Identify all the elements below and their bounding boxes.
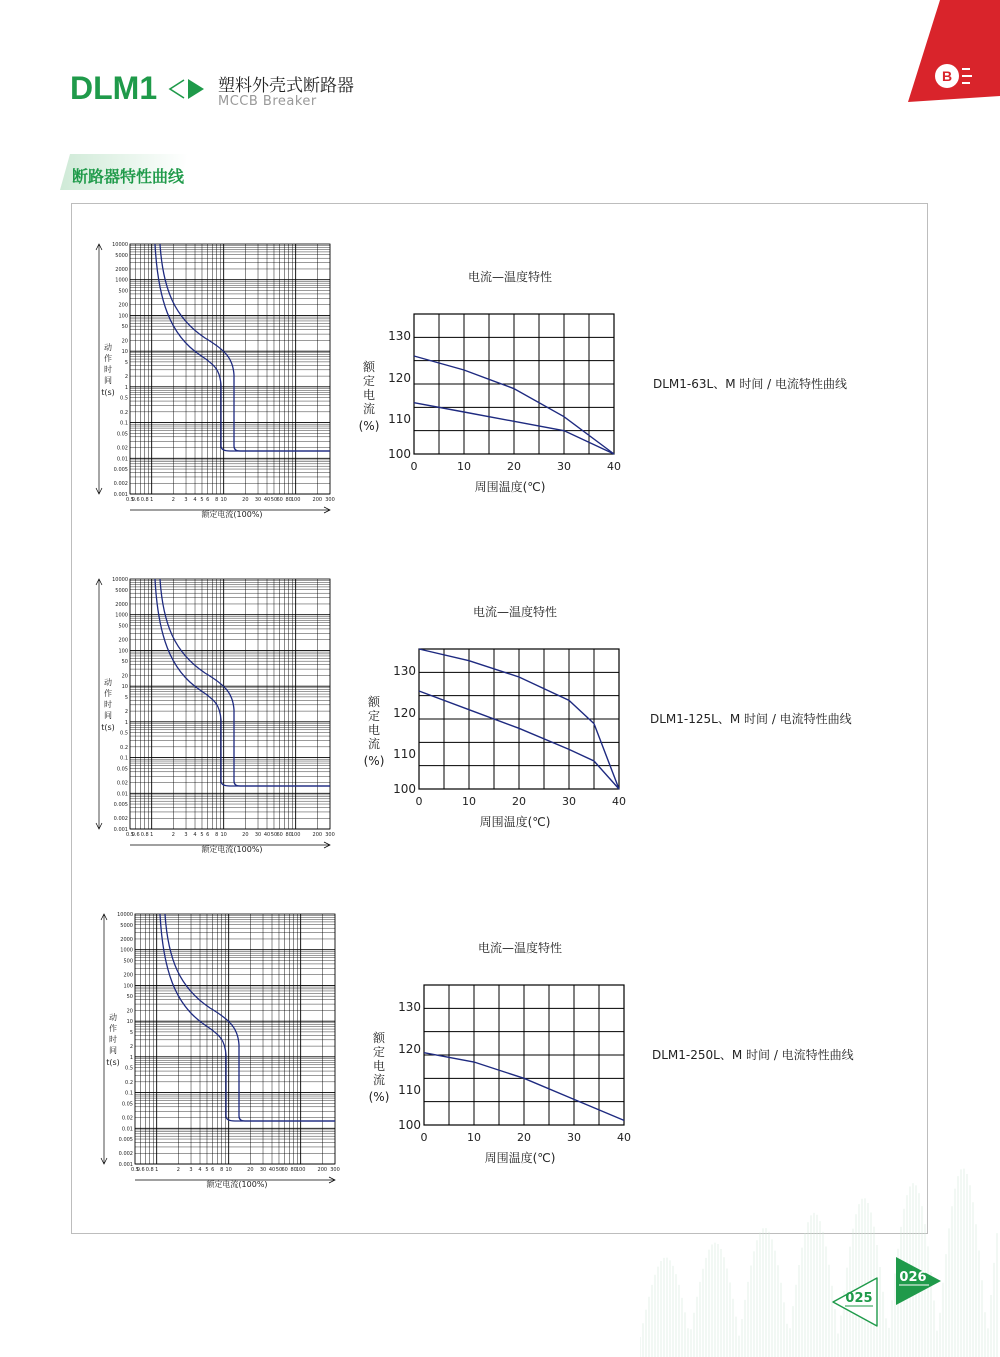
tc-x-tick-label: 0.6 (131, 832, 140, 838)
tc-y-tick-label: 0.01 (116, 456, 128, 463)
page-number-left: 025 (845, 1291, 873, 1306)
tc-x-tick-label: 3 (184, 497, 188, 503)
tc-x-tick-label: 8 (215, 832, 219, 838)
tc-x-tick-label: 60 (276, 832, 283, 838)
tc-y-tick-label: 20 (121, 338, 128, 345)
tc-x-tick-label: 8 (220, 1167, 224, 1173)
tc-x-tick-label: 80 (285, 497, 292, 503)
tc-y-tick-label: 2000 (115, 601, 128, 608)
tc-x-tick-label: 80 (285, 832, 292, 838)
header-title-en: MCCB Breaker (218, 94, 317, 109)
tc-x-tick-label: 0.5 (131, 1167, 139, 1173)
tc-y-label-char: 作 (104, 689, 112, 698)
tc-y-tick-label: 500 (118, 623, 128, 630)
temp-ylabel-char: 流 (367, 737, 381, 751)
tc-x-tick-label: 200 (312, 497, 323, 503)
temp-ylabel-unit: (%) (368, 1090, 390, 1104)
temp-ylabel-unit: (%) (358, 419, 380, 433)
page-number-left-badge (829, 1275, 881, 1329)
temp-x-tick-label: 30 (567, 1131, 581, 1144)
temp-chart-xlabel: 周围温度(℃) (484, 1151, 556, 1165)
page-number-right: 026 (899, 1270, 927, 1285)
tc-y-tick-label: 1000 (115, 277, 128, 284)
tc-x-tick-label: 50 (270, 832, 278, 838)
temp-ylabel-char: 定 (372, 1045, 386, 1059)
tc-y-tick-label: 10 (121, 684, 128, 691)
tc-y-label-char: 间 (104, 711, 112, 720)
temp-ylabel-char: 电 (372, 1059, 386, 1073)
tc-x-tick-label: 6 (206, 832, 210, 838)
tc-x-tick-label: 300 (330, 1167, 340, 1173)
product-model: DLM1 (70, 70, 158, 106)
tc-x-tick-label: 40 (263, 832, 271, 838)
tc-y-label-char: 间 (104, 376, 112, 385)
temp-x-tick-label: 40 (612, 795, 626, 808)
tc-x-tick-label: 80 (290, 1167, 297, 1173)
temp-y-tick-label: 130 (388, 329, 411, 343)
brand-letter: B (941, 68, 953, 84)
block-caption: DLM1-250L、M 时间 / 电流特性曲线 (652, 1048, 854, 1062)
temp-x-tick-label: 20 (512, 795, 526, 808)
temp-y-tick-label: 100 (398, 1118, 421, 1132)
temp-x-tick-label: 10 (457, 460, 471, 473)
tc-y-label-char: 时 (109, 1035, 117, 1044)
tc-y-tick-label: 0.05 (121, 1101, 133, 1108)
temp-x-tick-label: 40 (617, 1131, 631, 1144)
block-caption: DLM1-63L、M 时间 / 电流特性曲线 (653, 377, 848, 391)
tc-y-label-char: 时 (104, 365, 112, 374)
tc-x-tick-label: 0.6 (131, 497, 140, 503)
tc-y-label-char: 间 (109, 1046, 117, 1055)
tc-y-tick-label: 20 (126, 1008, 133, 1015)
tc-x-tick-label: 100 (295, 1167, 306, 1173)
section-title: 断路器特性曲线 (72, 167, 185, 186)
tc-y-tick-label: 1000 (115, 612, 128, 619)
tc-x-tick-label: 30 (254, 497, 262, 503)
tc-y-tick-label: 2000 (115, 266, 128, 273)
tc-y-tick-label: 0.005 (113, 802, 128, 809)
tc-y-tick-label: 1 (129, 1054, 133, 1061)
tc-x-tick-label: 2 (176, 1167, 180, 1173)
tc-x-label: 额定电流(100%) (206, 1180, 268, 1189)
tc-y-tick-label: 1 (124, 384, 128, 391)
tc-y-tick-label: 20 (121, 673, 128, 680)
temp-y-tick-label: 110 (388, 412, 411, 426)
tc-y-tick-label: 0.002 (113, 481, 128, 488)
tc-y-tick-label: 500 (118, 288, 128, 295)
temp-chart-xlabel: 周围温度(℃) (474, 480, 546, 494)
temp-ylabel-char: 流 (362, 402, 376, 416)
temp-x-tick-label: 30 (557, 460, 571, 473)
tc-y-tick-label: 0.02 (116, 445, 128, 452)
tc-x-tick-label: 50 (270, 497, 278, 503)
tc-y-tick-label: 1000 (120, 947, 133, 954)
tc-x-tick-label: 300 (325, 497, 335, 503)
temp-ylabel-char: 定 (362, 374, 376, 388)
tc-y-tick-label: 0.01 (121, 1126, 133, 1133)
temp-ylabel-char: 额 (372, 1031, 386, 1045)
tc-x-tick-label: 200 (312, 832, 323, 838)
tc-x-tick-label: 50 (275, 1167, 283, 1173)
temp-chart-title: 电流—温度特性 (467, 270, 553, 284)
tc-y-tick-label: 5 (124, 694, 128, 701)
tc-x-tick-label: 0.8 (145, 1167, 154, 1173)
tc-y-tick-label: 10 (121, 349, 128, 356)
tc-y-tick-label: 5 (124, 359, 128, 366)
tc-x-tick-label: 10 (220, 497, 227, 503)
tc-x-tick-label: 100 (290, 497, 301, 503)
tc-y-label-char: 作 (104, 354, 112, 363)
tc-x-tick-label: 200 (317, 1167, 328, 1173)
tc-x-tick-label: 20 (242, 832, 249, 838)
tc-y-tick-label: 10000 (112, 577, 128, 583)
tc-y-tick-label: 0.5 (120, 730, 128, 737)
tc-x-tick-label: 5 (200, 497, 204, 503)
tc-y-tick-label: 200 (118, 302, 128, 309)
tc-y-label-char: 作 (109, 1024, 117, 1033)
tc-y-tick-label: 500 (123, 958, 133, 965)
tc-y-tick-label: 10000 (117, 912, 133, 918)
tc-x-tick-label: 5 (200, 832, 204, 838)
tc-y-tick-label: 1 (124, 719, 128, 726)
temp-x-tick-label: 40 (607, 460, 621, 473)
temp-x-tick-label: 0 (415, 795, 423, 808)
block-caption: DLM1-125L、M 时间 / 电流特性曲线 (650, 712, 852, 726)
temp-ylabel-char: 额 (362, 360, 376, 374)
tc-x-tick-label: 10 (225, 1167, 232, 1173)
tc-y-label-char: 动 (104, 678, 112, 687)
tc-x-tick-label: 4 (198, 1167, 202, 1173)
temp-ylabel-unit: (%) (363, 754, 385, 768)
tc-y-tick-label: 0.05 (116, 766, 128, 773)
tc-y-tick-label: 100 (118, 648, 128, 655)
temp-ylabel-char: 额 (367, 695, 381, 709)
tc-x-tick-label: 0.8 (140, 497, 149, 503)
temp-x-tick-label: 10 (462, 795, 476, 808)
tc-x-tick-label: 0.5 (126, 497, 134, 503)
temp-y-tick-label: 130 (393, 664, 416, 678)
temp-y-tick-label: 110 (393, 747, 416, 761)
tc-y-tick-label: 0.002 (118, 1151, 133, 1158)
tc-y-tick-label: 0.001 (113, 492, 128, 498)
tc-x-tick-label: 60 (281, 1167, 288, 1173)
page-number-right-badge (893, 1254, 945, 1308)
waveform-decoration (640, 1110, 1000, 1357)
tc-x-tick-label: 3 (184, 832, 188, 838)
tc-x-tick-label: 300 (325, 832, 335, 838)
tc-x-tick-label: 0.5 (126, 832, 134, 838)
tc-x-tick-label: 30 (254, 832, 262, 838)
temperature-chart (419, 649, 619, 789)
tc-y-tick-label: 0.001 (118, 1162, 133, 1168)
tc-y-tick-label: 0.5 (125, 1065, 133, 1072)
tc-x-tick-label: 0.6 (136, 1167, 145, 1173)
tc-y-unit: t(s) (101, 723, 115, 732)
tc-y-label-char: 动 (109, 1013, 117, 1022)
tc-y-tick-label: 100 (118, 313, 128, 320)
tc-y-tick-label: 50 (121, 659, 128, 666)
tc-y-tick-label: 0.2 (120, 744, 128, 751)
tc-y-tick-label: 0.002 (113, 816, 128, 823)
tc-y-tick-label: 2 (124, 374, 128, 381)
tc-y-unit: t(s) (101, 388, 115, 397)
tc-y-tick-label: 0.005 (113, 467, 128, 474)
time-current-chart (96, 579, 330, 848)
tc-y-tick-label: 0.05 (116, 431, 128, 438)
time-current-chart (101, 914, 335, 1183)
tc-y-tick-label: 200 (123, 972, 133, 979)
temperature-chart (424, 985, 624, 1125)
tc-x-tick-label: 40 (268, 1167, 276, 1173)
tc-x-tick-label: 30 (259, 1167, 267, 1173)
tc-x-tick-label: 1 (155, 1167, 159, 1173)
tc-y-tick-label: 200 (118, 637, 128, 644)
tc-y-unit: t(s) (106, 1058, 120, 1067)
tc-x-tick-label: 40 (263, 497, 271, 503)
tc-y-tick-label: 5000 (115, 587, 128, 594)
tc-y-tick-label: 100 (123, 983, 133, 990)
temperature-chart (414, 314, 614, 454)
tc-x-tick-label: 2 (171, 497, 175, 503)
tc-x-label: 额定电流(100%) (201, 845, 263, 854)
tc-x-tick-label: 20 (242, 497, 249, 503)
temp-y-tick-label: 120 (388, 371, 411, 385)
temp-chart-title: 电流—温度特性 (477, 941, 563, 955)
tc-x-tick-label: 4 (193, 497, 197, 503)
tc-y-tick-label: 5000 (115, 252, 128, 259)
tc-y-tick-label: 0.5 (120, 395, 128, 402)
temp-y-tick-label: 120 (398, 1042, 421, 1056)
temp-y-tick-label: 100 (388, 447, 411, 461)
temp-x-tick-label: 30 (562, 795, 576, 808)
tc-x-label: 额定电流(100%) (201, 510, 263, 519)
tc-y-tick-label: 0.02 (121, 1115, 133, 1122)
temp-chart-title: 电流—温度特性 (472, 605, 558, 619)
tc-x-tick-label: 6 (211, 1167, 215, 1173)
tc-x-tick-label: 1 (150, 832, 154, 838)
tc-x-tick-label: 100 (290, 832, 301, 838)
tc-y-tick-label: 0.1 (125, 1090, 133, 1097)
tc-y-tick-label: 0.001 (113, 827, 128, 833)
tc-x-tick-label: 2 (171, 832, 175, 838)
temp-chart-xlabel: 周围温度(℃) (479, 815, 551, 829)
tc-y-tick-label: 0.2 (125, 1079, 133, 1086)
temp-x-tick-label: 0 (420, 1131, 428, 1144)
tc-y-tick-label: 0.1 (120, 755, 128, 762)
tc-y-tick-label: 10 (126, 1019, 133, 1026)
tc-y-tick-label: 0.005 (118, 1137, 133, 1144)
tc-y-label-char: 时 (104, 700, 112, 709)
tc-y-tick-label: 0.01 (116, 791, 128, 798)
tc-y-label-char: 动 (104, 343, 112, 352)
temp-x-tick-label: 10 (467, 1131, 481, 1144)
tc-y-tick-label: 0.02 (116, 780, 128, 787)
tc-y-tick-label: 2000 (120, 936, 133, 943)
temp-ylabel-char: 电 (367, 723, 381, 737)
temp-y-tick-label: 120 (393, 706, 416, 720)
time-current-chart (96, 244, 330, 513)
temp-y-tick-label: 100 (393, 782, 416, 796)
tc-x-tick-label: 60 (276, 497, 283, 503)
tc-y-tick-label: 0.2 (120, 409, 128, 416)
tc-x-tick-label: 0.8 (140, 832, 149, 838)
header-title-cn: 塑料外壳式断路器 (218, 76, 354, 96)
tc-x-tick-label: 4 (193, 832, 197, 838)
tc-x-tick-label: 6 (206, 497, 210, 503)
tc-y-tick-label: 0.1 (120, 420, 128, 427)
temp-y-tick-label: 110 (398, 1083, 421, 1097)
tc-y-tick-label: 2 (129, 1044, 133, 1051)
tc-x-tick-label: 1 (150, 497, 154, 503)
tc-y-tick-label: 2 (124, 709, 128, 716)
tc-x-tick-label: 20 (247, 1167, 254, 1173)
tc-x-tick-label: 8 (215, 497, 219, 503)
temp-ylabel-char: 电 (362, 388, 376, 402)
tc-y-tick-label: 5000 (120, 922, 133, 929)
tc-y-tick-label: 5 (129, 1029, 133, 1036)
tc-y-tick-label: 50 (126, 994, 133, 1001)
tc-x-tick-label: 3 (189, 1167, 193, 1173)
tc-y-tick-label: 10000 (112, 242, 128, 248)
temp-x-tick-label: 0 (410, 460, 418, 473)
temp-ylabel-char: 流 (372, 1073, 386, 1087)
tc-y-tick-label: 50 (121, 324, 128, 331)
tc-x-tick-label: 10 (220, 832, 227, 838)
temp-x-tick-label: 20 (507, 460, 521, 473)
tc-x-tick-label: 5 (205, 1167, 209, 1173)
temp-y-tick-label: 130 (398, 1000, 421, 1014)
temp-ylabel-char: 定 (367, 709, 381, 723)
temp-x-tick-label: 20 (517, 1131, 531, 1144)
